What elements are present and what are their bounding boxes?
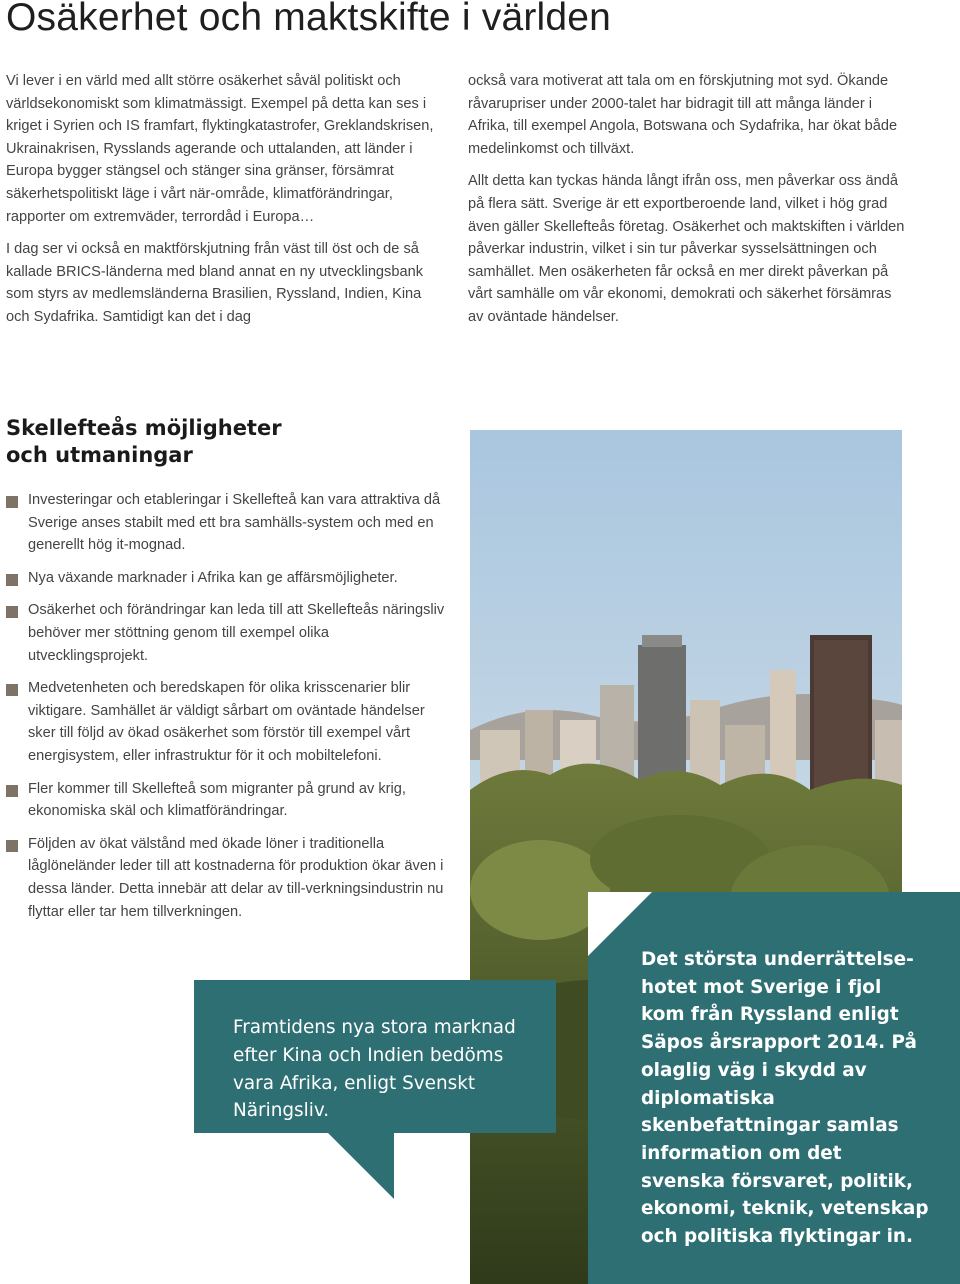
- bullet-item: [6, 599, 446, 667]
- section-heading-line: och utmaningar: [6, 443, 193, 467]
- bullet-text: Följden av ökat välstånd med ökade löner i traditionella låglöneländer leder till att kostnaderna för produktion ökar även i dessa länder. Detta innebär att delar av till-verkningsindustrin nu flyttar eller tar hem tillverkningen.: [28, 835, 444, 920]
- bullet-text: Osäkerhet och förändringar kan leda till att Skellefteås näringsliv behöver mer stöttning genom till exempel olika utvecklingsprojekt.: [28, 602, 445, 664]
- bullet-square-icon: [6, 840, 18, 852]
- africa-callout-pointer: [328, 1133, 394, 1199]
- bullet-text: Investeringar och etableringar i Skellefteå kan vara attraktiva då Sverige anses stabilt med ett bra samhälls-system och med en generellt hög it-mognad.: [28, 492, 441, 554]
- bullet-item: [6, 489, 446, 557]
- bullet-item: [6, 677, 446, 767]
- section-heading-line: Skellefteås möjligheter: [6, 416, 282, 440]
- bullet-text: Medvetenheten och beredskapen för olika krisscenarier blir viktigare. Samhället är väldigt sårbart om oväntade händelser sker till följd av ökad osäkerhet som förstör till exempel vårt energisystem, eller infrastruktur för it och mobiltelefoni.: [28, 680, 425, 764]
- bullet-square-icon: [6, 606, 18, 618]
- bullet-text: Nya växande marknader i Afrika kan ge affärsmöjligheter.: [28, 569, 398, 586]
- bullet-square-icon: [6, 684, 18, 696]
- bullet-square-icon: [6, 785, 18, 797]
- bullet-text: Fler kommer till Skellefteå som migranter på grund av krig, ekonomiska skäl och klimatförändringar.: [28, 780, 406, 820]
- intro-paragraph: Vi lever i en värld med allt större osäkerhet såväl politiskt och världsekonomiskt som klimatmässigt. Exempel på detta kan ses i kriget i Syrien och IS framfart, flyktingkatastrofer, Greklandskrisen, Ukrainakrisen, Rysslands agerande och uttalanden, att länder i Europa bygger stängsel och stänger sina gränser, försämrat säkerhetspolitiskt läge i vårt när-område, klimatförändringar, rapporter om extremväder, terrordåd i Europa…: [6, 73, 434, 225]
- intro-right-column: [468, 70, 908, 339]
- page-title: Osäkerhet och maktskifte i världen: [6, 0, 612, 39]
- bullet-list: [6, 489, 446, 933]
- russia-callout-text: Det största underrättelse-hotet mot Sverige i fjol kom från Ryssland enligt Säpos årsrapport 2014. På olaglig väg i skydd av diplomatiska skenbefattningar samlas information om det svenska försvaret, politik, ekonomi, teknik, vetenskap och politiska flyktingar in.: [641, 949, 929, 1248]
- intro-paragraph: också vara motiverat att tala om en förskjutning mot syd. Ökande råvarupriser under 2000-talet har bidragit till att många länder i Afrika, till exempel Angola, Botswana och Sydafrika, har ökat både medelinkomst och tillväxt.: [468, 73, 898, 157]
- bullet-item: [6, 833, 446, 923]
- bullet-item: [6, 778, 446, 823]
- section-heading: [6, 415, 282, 469]
- bullet-item: [6, 567, 446, 590]
- bullet-square-icon: [6, 496, 18, 508]
- intro-left-column: [6, 70, 436, 339]
- intro-paragraph: Allt detta kan tyckas hända långt ifrån oss, men påverkar oss ändå på flera sätt. Sverige är ett exportberoende land, vilket i hög grad även gäller Skellefteås företag. Osäkerhet och maktskiften i världen påverkar industrin, vilket i sin tur påverkar sysselsättningen och samhället. Men osäkerheten får också en mer direkt påverkan på vårt samhälle om vår ekonomi, demokrati och säkerhet försämras av oväntade händelser.: [468, 173, 905, 325]
- bullet-square-icon: [6, 574, 18, 586]
- africa-callout-text: Framtidens nya stora marknad efter Kina och Indien bedöms vara Afrika, enligt Svenskt Näringsliv.: [233, 1017, 516, 1122]
- intro-paragraph: I dag ser vi också en maktförskjutning från väst till öst och de så kallade BRICS-länderna med bland annat en ny utvecklingsbank som styrs av medlemsländerna Brasilien, Ryssland, Indien, Kina och Sydafrika. Samtidigt kan det i dag: [6, 241, 423, 325]
